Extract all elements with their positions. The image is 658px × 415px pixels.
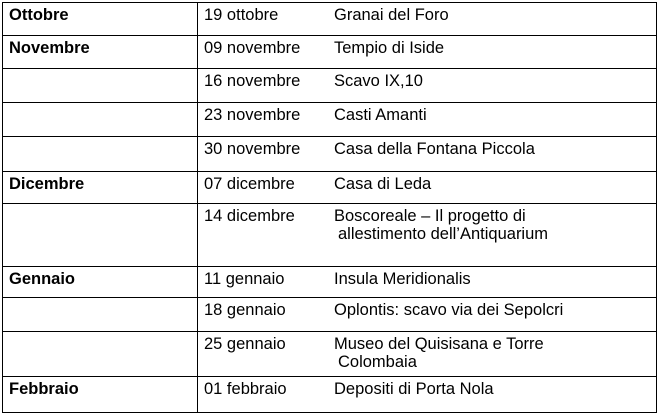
month-cell [3, 332, 198, 377]
event-cell [198, 266, 657, 298]
event-title-line: allestimento dell’Antiquarium [338, 225, 549, 244]
event-cell [198, 377, 657, 413]
event-date: 11 gennaio [204, 269, 285, 288]
event-title [334, 207, 548, 243]
event-date: 07 dicembre [204, 174, 295, 193]
table-row [3, 204, 657, 266]
event-title-line: Colombaia [338, 353, 417, 372]
table-row [3, 35, 657, 69]
month-cell [3, 103, 198, 137]
event-date: 30 novembre [204, 139, 301, 158]
table-row [3, 171, 657, 204]
table-row [3, 377, 657, 413]
event-cell [198, 35, 657, 69]
event-cell [198, 3, 657, 36]
month-cell [3, 204, 198, 266]
event-date: 01 febbraio [204, 380, 287, 399]
month-label: Febbraio [9, 380, 79, 399]
event-cell [198, 136, 657, 171]
event-cell [198, 69, 657, 103]
table-row [3, 103, 657, 137]
event-title: Tempio di Iside [334, 38, 445, 57]
table-row [3, 332, 657, 377]
event-date: 09 novembre [204, 38, 301, 57]
event-cell [198, 204, 657, 266]
table-row [3, 298, 657, 332]
month-label: Novembre [9, 38, 90, 57]
event-date: 16 novembre [204, 72, 301, 91]
event-cell [198, 332, 657, 377]
month-cell [3, 377, 198, 413]
event-cell [198, 171, 657, 204]
event-date: 19 ottobre [204, 6, 279, 24]
month-cell [3, 266, 198, 298]
month-label: Gennaio [9, 269, 76, 288]
event-date: 18 gennaio [204, 301, 286, 320]
event-date: 14 dicembre [204, 207, 295, 226]
event-title: Granai del Foro [334, 6, 449, 24]
month-label: Dicembre [9, 174, 85, 193]
month-cell [3, 298, 198, 332]
event-title: Insula Meridionalis [334, 269, 471, 288]
table-row [3, 3, 657, 36]
event-cell [198, 298, 657, 332]
event-title-line: Museo del Quisisana e Torre [334, 335, 544, 354]
event-date: 23 novembre [204, 106, 301, 125]
event-title: Oplontis: scavo via dei Sepolcri [334, 301, 564, 320]
month-cell [3, 136, 198, 171]
event-title: Casa di Leda [334, 174, 432, 193]
event-title: Depositi di Porta Nola [334, 380, 494, 399]
event-cell [198, 103, 657, 137]
month-label: Ottobre [9, 6, 69, 24]
event-title: Casti Amanti [334, 106, 427, 125]
month-cell [3, 35, 198, 69]
event-title-line: Boscoreale – Il progetto di [334, 207, 526, 226]
event-title [334, 335, 544, 371]
schedule-table [2, 2, 657, 413]
table-row [3, 136, 657, 171]
month-cell [3, 3, 198, 36]
event-title: Casa della Fontana Piccola [334, 139, 535, 158]
event-title: Scavo IX,10 [334, 72, 423, 91]
month-cell [3, 69, 198, 103]
table-row [3, 266, 657, 298]
event-date: 25 gennaio [204, 335, 286, 354]
table-row [3, 69, 657, 103]
month-cell [3, 171, 198, 204]
